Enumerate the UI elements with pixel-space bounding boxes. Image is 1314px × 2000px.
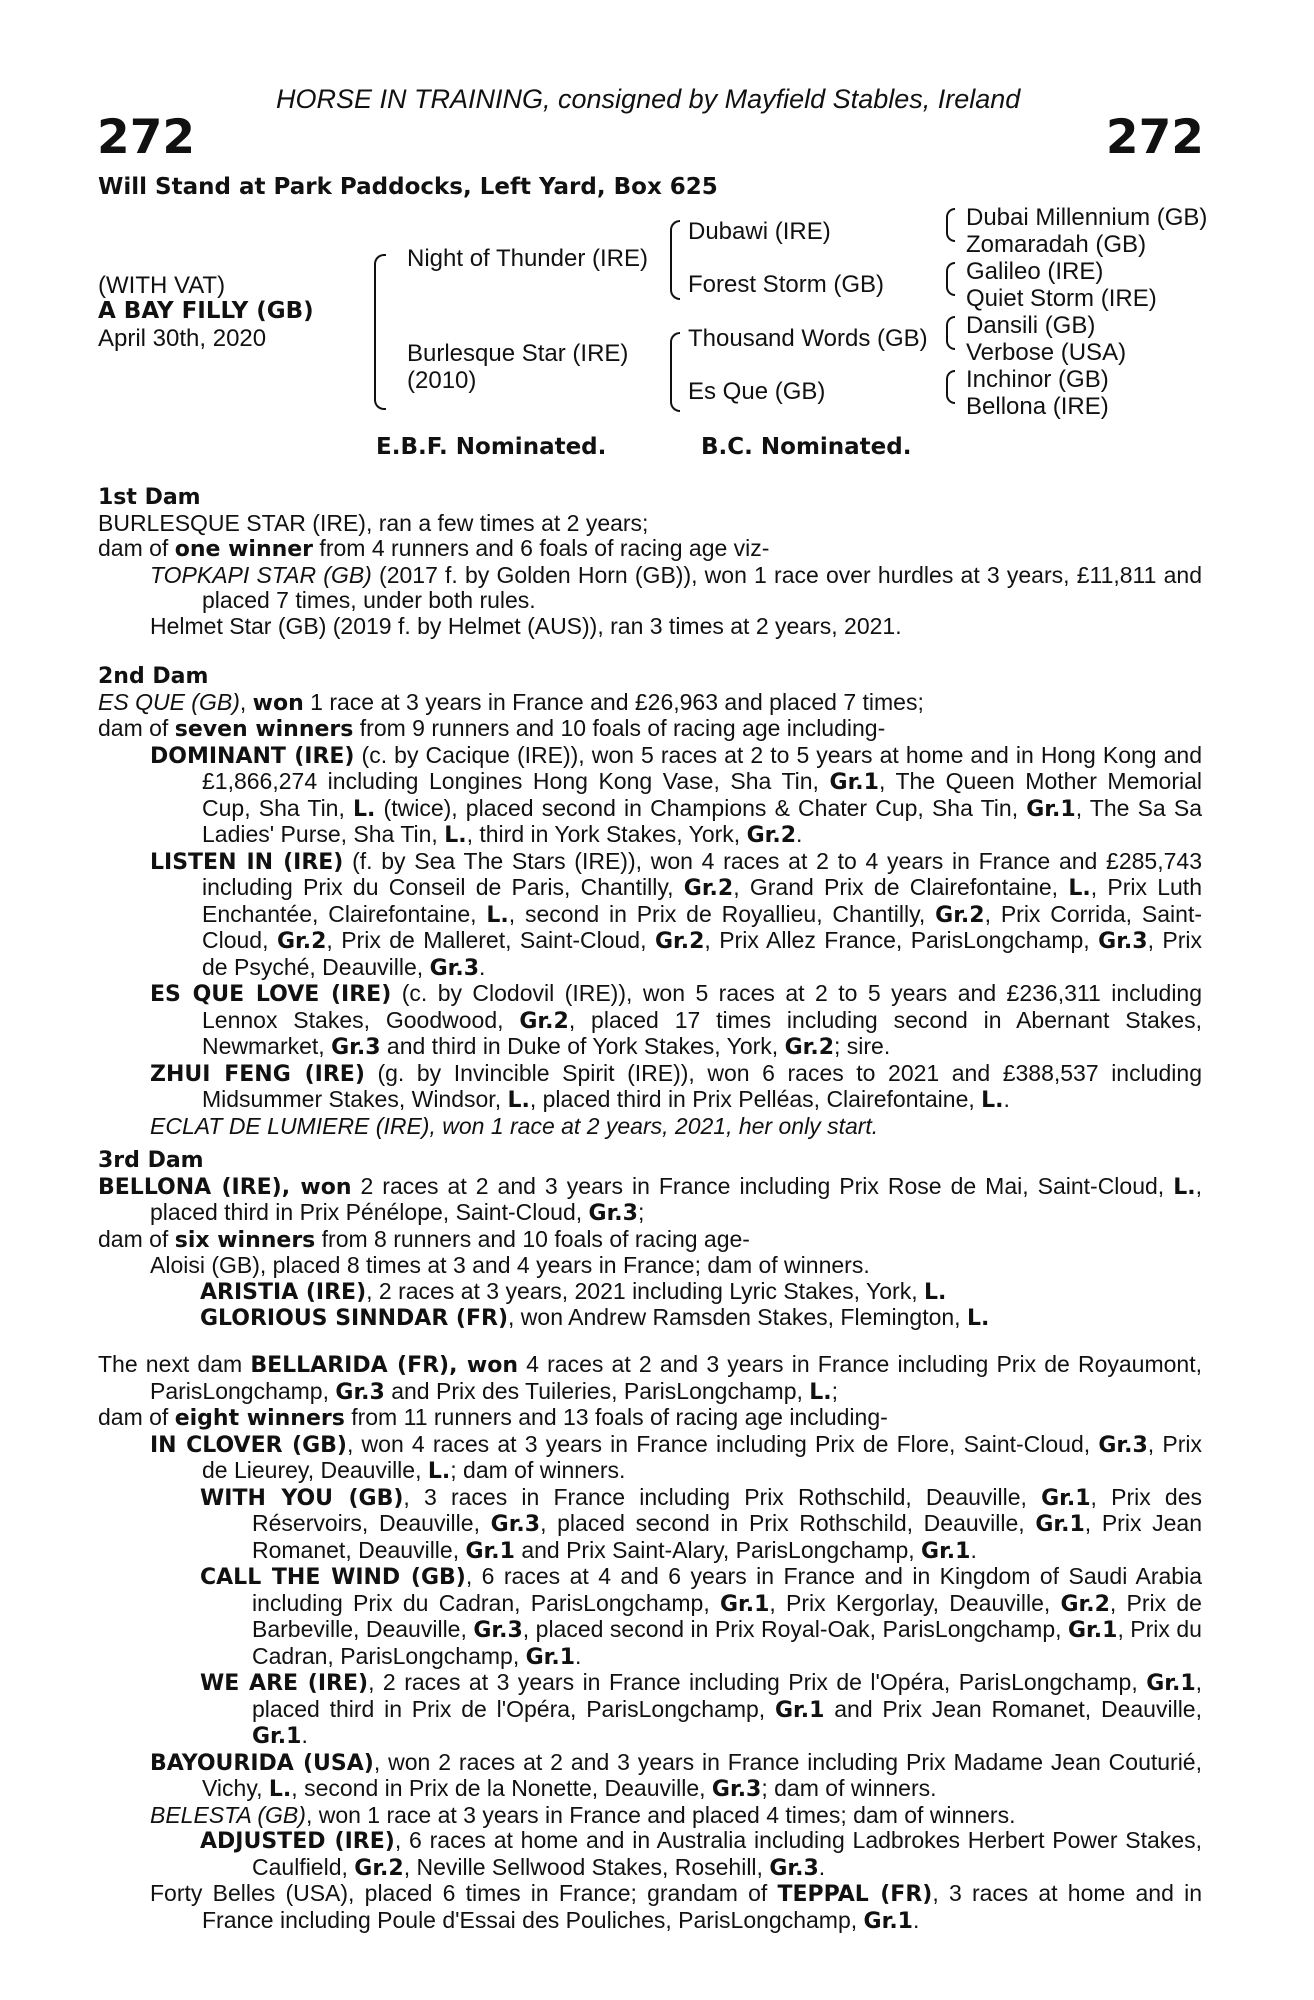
granddam-2: Quiet Storm (IRE) (966, 285, 1157, 312)
section-title: 3rd Dam (98, 1148, 204, 1173)
dam-dam: Es Que (GB) (688, 378, 826, 405)
dam-year: (2010) (407, 367, 477, 394)
first-dam-section (98, 485, 1202, 639)
dam-summary: The next dam BELLARIDA (FR), won 4 races at 2 and 3 years in France including Prix de Royaumont, ParisLongchamp, Gr.3 and Prix des Tuileries, ParisLongchamp, L.; (98, 1351, 1202, 1405)
vat-note: (WITH VAT) (98, 272, 226, 299)
progeny-entry: DOMINANT (IRE) (c. by Cacique (IRE)), won 5 races at 2 to 5 years at home and in Hong Kong and £1,866,274 including Longines Hong Kong Vase, Sha Tin, Gr.1, The Queen Mother Memorial Cup, Sha Tin, L. (twice), placed second in Champions & Chater Cup, Sha Tin, Gr.1, The Sa Sa Ladies' Purse, Sha Tin, L., third in York Stakes, York, Gr.2. (150, 741, 1203, 848)
grandprogeny-entry: GLORIOUS SINNDAR (FR), won Andrew Ramsden Stakes, Flemington, L. (200, 1304, 990, 1331)
grandprogeny-entry: WITH YOU (GB), 3 races in France including Prix Rothschild, Deauville, Gr.1, Prix des Réservoirs, Deauville, Gr.3, placed second in Prix Rothschild, Deauville, Gr.1, Prix Jean Romanet, Deauville, Gr.1 and Prix Saint-Alary, ParisLongchamp, Gr.1. (200, 1483, 1202, 1564)
progeny-entry: Aloisi (GB), placed 8 times at 3 and 4 years in France; dam of winners. (150, 1252, 870, 1278)
brace-g2 (946, 262, 955, 296)
dam-produce: dam of seven winners from 9 runners and 10 foals of racing age including- (98, 715, 886, 742)
grandprogeny-entry: ARISTIA (IRE), 2 races at 3 years, 2021 including Lyric Stakes, York, L. (200, 1277, 947, 1305)
brace-sire (670, 220, 680, 300)
sire-dam: Forest Storm (GB) (688, 271, 885, 298)
second-dam-section (98, 664, 1202, 1139)
dam-produce: dam of one winner from 4 runners and 6 foals of racing age viz- (98, 535, 770, 562)
progeny-entry: ES QUE LOVE (IRE) (c. by Clodovil (IRE)), won 5 races at 2 to 5 years and £236,311 including Lennox Stakes, Goodwood, Gr.2, placed 17 times including second in Abernant Stakes, Newmarket, Gr.3 and third in Duke of York Stakes, York, Gr.2; sire. (150, 980, 1203, 1060)
dam: Burlesque Star (IRE) (407, 340, 629, 367)
grandsire-2: Galileo (IRE) (966, 258, 1104, 285)
progeny-entry: BAYOURIDA (USA), won 2 races at 2 and 3 years in France including Prix Madame Jean Couturié, Vichy, L., second in Prix de la Nonette, Deauville, Gr.3; dam of winners. (150, 1748, 1202, 1802)
dam-summary: BURLESQUE STAR (IRE), ran a few times at 2 years; (98, 509, 649, 536)
brace-dam (670, 332, 680, 412)
lot-number-right: 272 (1105, 110, 1204, 165)
progeny-entry: Helmet Star (GB) (2019 f. by Helmet (AUS)), ran 3 times at 2 years, 2021. (150, 612, 902, 639)
grandsire-1: Dubai Millennium (GB) (966, 204, 1208, 231)
section-title: 1st Dam (98, 485, 201, 510)
sire: Night of Thunder (IRE) (407, 245, 648, 272)
dam-summary: ES QUE (GB), won 1 race at 3 years in France and £26,963 and placed 7 times; (98, 688, 924, 716)
brace-g3 (946, 316, 955, 350)
grandprogeny-entry: ADJUSTED (IRE), 6 races at home and in Australia including Ladbrokes Herbert Power Stakes, Caulfield, Gr.2, Neville Sellwood Stakes, Rosehill, Gr.3. (200, 1827, 1202, 1881)
brace-g4 (946, 370, 955, 404)
next-dam-section (98, 1352, 1202, 1934)
lot-number-left: 272 (97, 110, 196, 165)
progeny-entry: ZHUI FENG (IRE) (g. by Invincible Spirit (IRE)), won 6 races to 2021 and £388,537 including Midsummer Stakes, Windsor, L., placed third in Prix Pelléas, Clairefontaine, L.. (150, 1059, 1202, 1113)
dam-sire: Thousand Words (GB) (688, 325, 928, 352)
sire-sire: Dubawi (IRE) (688, 218, 831, 245)
bc-nominated: B.C. Nominated. (701, 434, 912, 460)
granddam-1: Zomaradah (GB) (966, 231, 1147, 258)
horse-name: A BAY FILLY (GB) (98, 298, 314, 324)
grandsire-3: Dansili (GB) (966, 312, 1096, 339)
progeny-entry: BELESTA (GB), won 1 race at 3 years in France and placed 4 times; dam of winners. (150, 1801, 1016, 1828)
catalogue-header: HORSE IN TRAINING, consigned by Mayfield Stables, Ireland (276, 84, 1021, 114)
brace-horse (374, 254, 386, 410)
progeny-entry: TOPKAPI STAR (GB) (2017 f. by Golden Horn (GB)), won 1 race over hurdles at 3 years, £11,811 and placed 7 times, under both rules. (150, 561, 1202, 613)
granddam-3: Verbose (USA) (966, 339, 1127, 366)
dam-produce: dam of eight winners from 11 runners and 13 foals of racing age including- (98, 1404, 888, 1431)
section-title: 2nd Dam (98, 664, 209, 689)
ebf-nominated: E.B.F. Nominated. (376, 434, 607, 460)
progeny-entry: Forty Belles (USA), placed 6 times in France; grandam of TEPPAL (FR), 3 races at home and in France including Poule d'Essai des Pouliches, ParisLongchamp, Gr.1. (150, 1880, 1203, 1934)
stand-location: Will Stand at Park Paddocks, Left Yard, Box 625 (98, 174, 718, 200)
grandprogeny-entry: CALL THE WIND (GB), 6 races at 4 and 6 years in France and in Kingdom of Saudi Arabia including Prix du Cadran, ParisLongchamp, Gr.1, Prix Kergorlay, Deauville, Gr.2, Prix de Barbeville, Deauville, Gr.3, placed second in Prix Royal-Oak, ParisLongchamp, Gr.1, Prix du Cadran, ParisLongchamp, Gr.1. (200, 1563, 1202, 1670)
grandprogeny-entry: WE ARE (IRE), 2 races at 3 years in France including Prix de l'Opéra, ParisLongchamp, Gr.1, placed third in Prix de l'Opéra, ParisLongchamp, Gr.1 and Prix Jean Romanet, Deauville, Gr.1. (200, 1669, 1203, 1749)
third-dam-section (98, 1148, 1202, 1332)
progeny-entry: IN CLOVER (GB), won 4 races at 3 years in France including Prix de Flore, Saint-Cloud, Gr.3, Prix de Lieurey, Deauville, L.; dam of winners. (150, 1430, 1202, 1484)
progeny-entry: ECLAT DE LUMIERE (IRE), won 1 race at 2 years, 2021, her only start. (150, 1112, 879, 1139)
foaling-date: April 30th, 2020 (98, 325, 267, 352)
dam-summary: BELLONA (IRE), won 2 races at 2 and 3 years in France including Prix Rose de Mai, Saint-Cloud, L., placed third in Prix Pénélope, Saint-Cloud, Gr.3; (98, 1172, 1202, 1226)
grandsire-4: Inchinor (GB) (966, 366, 1109, 393)
dam-produce: dam of six winners from 8 runners and 10 foals of racing age- (98, 1225, 750, 1253)
progeny-entry: LISTEN IN (IRE) (f. by Sea The Stars (IRE)), won 4 races at 2 to 4 years in France and £285,743 including Prix du Conseil de Paris, Chantilly, Gr.2, Grand Prix de Clairefontaine, L., Prix Luth Enchantée, Clairefontaine, L., second in Prix de Royallieu, Chantilly, Gr.2, Prix Corrida, Saint-Cloud, Gr.2, Prix de Malleret, Saint-Cloud, Gr.2, Prix Allez France, ParisLongchamp, Gr.3, Prix de Psyché, Deauville, Gr.3. (150, 847, 1203, 981)
brace-g1 (946, 208, 955, 242)
granddam-4: Bellona (IRE) (966, 393, 1109, 420)
